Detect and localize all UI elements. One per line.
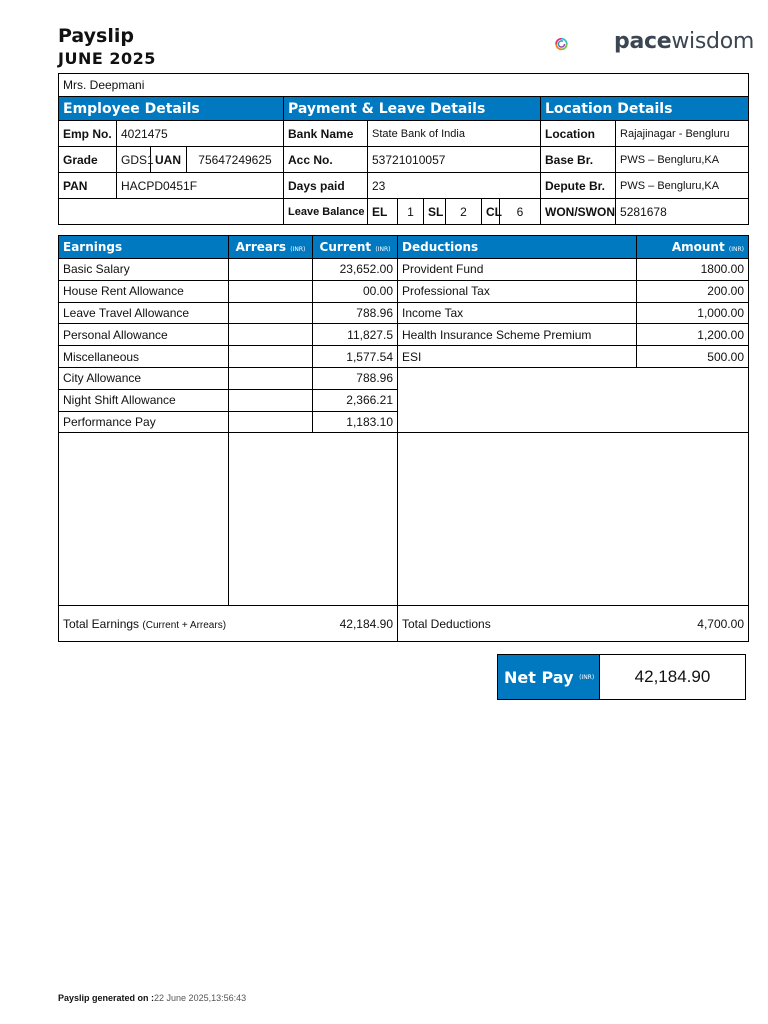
deduction-amount: 1,000.00: [637, 302, 749, 324]
deduction-amount: 500.00: [637, 346, 749, 368]
total-deductions-label: Total Deductions: [398, 606, 637, 642]
el-value: 1: [398, 199, 424, 225]
acc-no-value: 53721010057: [368, 147, 541, 173]
earning-label: Performance Pay: [59, 411, 229, 433]
earnings-deductions-table: [58, 235, 749, 642]
net-pay-label: Net Pay (INR): [498, 655, 599, 699]
bank-name-value: State Bank of India: [368, 121, 541, 147]
deduction-label: [398, 411, 637, 433]
table-row: [59, 280, 749, 302]
company-logo-text: [614, 29, 754, 54]
cl-value: 6: [500, 199, 541, 225]
base-br-value: PWS – Bengluru,KA: [616, 147, 749, 173]
location-label: Location: [541, 121, 616, 147]
earning-current: 788.96: [313, 302, 398, 324]
earning-current: 23,652.00: [313, 259, 398, 281]
base-br-label: Base Br.: [541, 147, 616, 173]
deduction-label: [398, 389, 637, 411]
earning-arrears: [229, 389, 313, 411]
logo-text-bold: pace: [614, 29, 672, 54]
table-row: [59, 259, 749, 281]
amount-header: Amount (INR): [637, 236, 749, 259]
current-header: Current (INR): [313, 236, 398, 259]
table-row: [59, 411, 749, 433]
depute-br-value: PWS – Bengluru,KA: [616, 173, 749, 199]
payment-leave-header: Payment & Leave Details: [284, 97, 541, 121]
days-paid-label: Days paid: [284, 173, 368, 199]
bank-name-label: Bank Name: [284, 121, 368, 147]
sl-value: 2: [446, 199, 482, 225]
earning-current: 788.96: [313, 367, 398, 389]
won-label: WON/SWON: [541, 199, 616, 225]
earning-label: Personal Allowance: [59, 324, 229, 346]
pan-value: HACPD0451F: [117, 173, 284, 199]
net-pay-value: 42,184.90: [599, 655, 745, 699]
earning-arrears: [229, 280, 313, 302]
emp-no-label: Emp No.: [59, 121, 117, 147]
deduction-label: ESI: [398, 346, 637, 368]
earning-current: 1,183.10: [313, 411, 398, 433]
total-deductions-value: 4,700.00: [637, 606, 749, 642]
page-title: Payslip: [58, 25, 134, 47]
deduction-amount: 1800.00: [637, 259, 749, 281]
leave-balance-label: Leave Balance: [284, 199, 368, 225]
acc-no-label: Acc No.: [284, 147, 368, 173]
deductions-header: Deductions: [398, 236, 637, 259]
location-value: Rajajinagar - Bengluru: [616, 121, 749, 147]
depute-br-label: Depute Br.: [541, 173, 616, 199]
earning-label: City Allowance: [59, 367, 229, 389]
earning-label: Miscellaneous: [59, 346, 229, 368]
location-details-header: Location Details: [541, 97, 749, 121]
company-logo-icon: [555, 21, 611, 67]
deduction-amount: [637, 411, 749, 433]
earning-arrears: [229, 302, 313, 324]
cl-label: CL: [482, 199, 500, 225]
deduction-amount: 200.00: [637, 280, 749, 302]
deduction-label: Income Tax: [398, 302, 637, 324]
pan-label: PAN: [59, 173, 117, 199]
earning-current: 2,366.21: [313, 389, 398, 411]
earning-arrears: [229, 411, 313, 433]
earning-arrears: [229, 324, 313, 346]
earning-label: Leave Travel Allowance: [59, 302, 229, 324]
employee-details-header: Employee Details: [59, 97, 284, 121]
generated-timestamp: Payslip generated on :22 June 2025,13:56:43: [58, 993, 247, 1003]
deduction-amount: [637, 389, 749, 411]
table-row: [59, 367, 749, 389]
earning-arrears: [229, 346, 313, 368]
total-earnings-label: Total Earnings (Current + Arrears): [59, 606, 313, 642]
pay-period: JUNE 2025: [58, 49, 156, 68]
deduction-amount: [637, 367, 749, 389]
grade-label: Grade: [59, 147, 117, 173]
deduction-label: Health Insurance Scheme Premium: [398, 324, 637, 346]
earning-current: 1,577.54: [313, 346, 398, 368]
sl-label: SL: [424, 199, 446, 225]
earning-current: 00.00: [313, 280, 398, 302]
earning-label: Basic Salary: [59, 259, 229, 281]
grade-value: GDS1: [117, 147, 151, 173]
table-row: [59, 324, 749, 346]
earnings-header: Earnings: [59, 236, 229, 259]
employee-details-table: [58, 73, 749, 225]
days-paid-value: 23: [368, 173, 541, 199]
deduction-amount: 1,200.00: [637, 324, 749, 346]
earning-arrears: [229, 259, 313, 281]
uan-label: UAN: [151, 147, 187, 173]
deduction-label: Provident Fund: [398, 259, 637, 281]
logo-text-regular: wisdom: [671, 29, 754, 54]
earning-label: Night Shift Allowance: [59, 389, 229, 411]
el-label: EL: [368, 199, 398, 225]
deduction-label: Professional Tax: [398, 280, 637, 302]
emp-no-value: 4021475: [117, 121, 284, 147]
employee-name-row: [59, 74, 749, 97]
earning-label: House Rent Allowance: [59, 280, 229, 302]
table-row: [59, 302, 749, 324]
table-row: [59, 389, 749, 411]
net-pay-box: [497, 654, 746, 700]
total-earnings-value: 42,184.90: [313, 606, 398, 642]
earning-current: 11,827.5: [313, 324, 398, 346]
employee-name: Mrs. Deepmani: [59, 74, 616, 97]
earning-arrears: [229, 367, 313, 389]
won-value: 5281678: [616, 199, 749, 225]
deduction-label: [398, 367, 637, 389]
arrears-header: Arrears (INR): [229, 236, 313, 259]
table-row: [59, 346, 749, 368]
uan-value: 75647249625: [187, 147, 284, 173]
